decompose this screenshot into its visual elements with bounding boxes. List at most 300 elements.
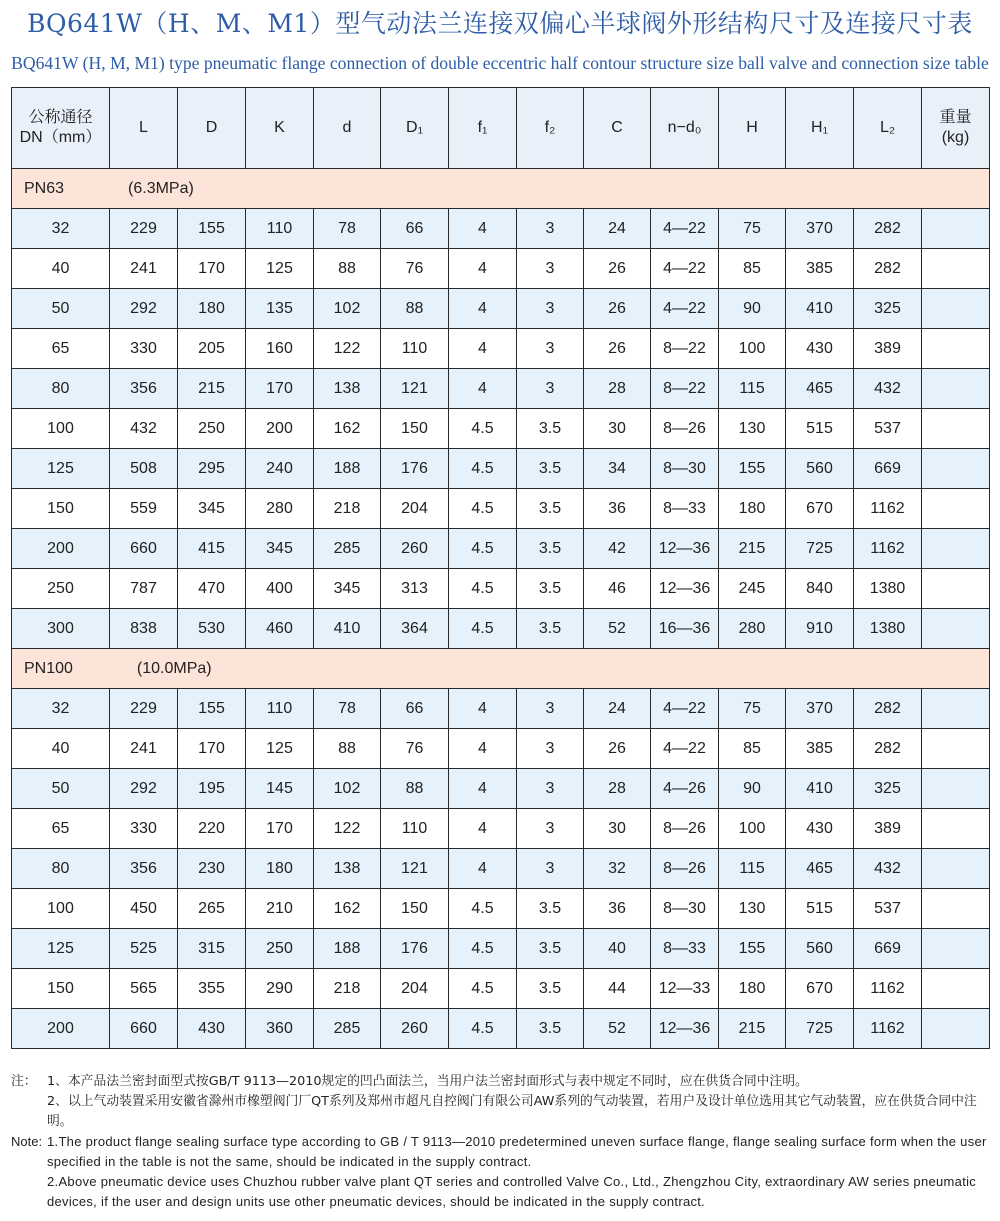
table-cell: 218: [314, 489, 381, 529]
table-cell: 3.5: [517, 529, 584, 569]
table-cell: 559: [110, 489, 178, 529]
header-col: D: [178, 88, 246, 169]
table-cell: 32: [584, 849, 651, 889]
table-cell: 1162: [854, 489, 922, 529]
header-col: K: [246, 88, 314, 169]
table-cell: 660: [110, 529, 178, 569]
weight-cell: [922, 569, 990, 609]
table-cell: 4: [449, 369, 517, 409]
weight-cell: [922, 609, 990, 649]
table-cell: 4: [449, 729, 517, 769]
table-cell: 26: [584, 289, 651, 329]
table-cell: 4: [449, 249, 517, 289]
table-row: [12, 289, 990, 329]
table-cell: 4: [449, 689, 517, 729]
table-cell: 410: [786, 769, 854, 809]
table-cell: 1380: [854, 609, 922, 649]
table-cell: 188: [314, 449, 381, 489]
table-cell: 176: [381, 929, 449, 969]
note-cn-1-text: 1、本产品法兰密封面型式按GB/T 9113—2010规定的凹凸面法兰，当用户法兰密封面形式与表中规定不同时，应在供货合同中注明。: [47, 1074, 808, 1089]
table-cell: 8—30: [651, 889, 719, 929]
dn-cell: 40: [12, 249, 110, 289]
table-row: [12, 969, 990, 1009]
header-col: n−d₀: [651, 88, 719, 169]
weight-cell: [922, 729, 990, 769]
pressure-section-cell: [12, 169, 990, 209]
table-cell: 138: [314, 849, 381, 889]
table-cell: 180: [719, 489, 786, 529]
weight-cell: [922, 329, 990, 369]
note-cn-2: [11, 1092, 993, 1132]
table-cell: 1162: [854, 1009, 922, 1049]
table-cell: 26: [584, 329, 651, 369]
table-cell: 30: [584, 809, 651, 849]
table-cell: 36: [584, 889, 651, 929]
header-col: C: [584, 88, 651, 169]
table-cell: 285: [314, 529, 381, 569]
dn-cell: 200: [12, 1009, 110, 1049]
table-cell: 4—22: [651, 249, 719, 289]
note-en-2: [11, 1172, 993, 1212]
table-cell: 195: [178, 769, 246, 809]
table-cell: 155: [719, 449, 786, 489]
table-cell: 176: [381, 449, 449, 489]
table-row: [12, 369, 990, 409]
table-cell: 515: [786, 889, 854, 929]
dn-cell: 50: [12, 289, 110, 329]
table-cell: 430: [786, 809, 854, 849]
table-cell: 8—26: [651, 409, 719, 449]
table-cell: 210: [246, 889, 314, 929]
table-cell: 280: [719, 609, 786, 649]
table-cell: 280: [246, 489, 314, 529]
table-row: [12, 849, 990, 889]
pressure-value-label: (6.3MPa): [128, 179, 194, 197]
table-cell: 315: [178, 929, 246, 969]
table-cell: 42: [584, 529, 651, 569]
table-cell: 4: [449, 329, 517, 369]
table-cell: 205: [178, 329, 246, 369]
table-cell: 102: [314, 769, 381, 809]
table-cell: 560: [786, 449, 854, 489]
table-cell: 180: [719, 969, 786, 1009]
table-cell: 12—36: [651, 1009, 719, 1049]
table-cell: 4: [449, 809, 517, 849]
header-weight-cn: 重量: [939, 109, 972, 126]
table-cell: 1162: [854, 529, 922, 569]
weight-cell: [922, 289, 990, 329]
table-cell: 470: [178, 569, 246, 609]
dn-cell: 32: [12, 689, 110, 729]
table-cell: 88: [314, 249, 381, 289]
dn-cell: 32: [12, 209, 110, 249]
table-cell: 840: [786, 569, 854, 609]
table-cell: 530: [178, 609, 246, 649]
table-cell: 26: [584, 249, 651, 289]
note-en-1-text: 1.The product flange sealing surface type according to GB / T 9113—2010 predetermined uneven surface flange, flange sealing surface form when the user specified in the table is not the same, should be indicated in the supply contract.: [47, 1134, 987, 1169]
pressure-class-label: PN100: [24, 659, 73, 677]
table-cell: 75: [719, 209, 786, 249]
table-cell: 370: [786, 689, 854, 729]
header-weight-unit: (kg): [941, 129, 970, 146]
table-cell: 122: [314, 809, 381, 849]
table-cell: 170: [178, 249, 246, 289]
table-cell: 3.5: [517, 569, 584, 609]
table-cell: 525: [110, 929, 178, 969]
table-cell: 432: [854, 849, 922, 889]
table-row: [12, 529, 990, 569]
table-cell: 432: [110, 409, 178, 449]
header-col: H₁: [786, 88, 854, 169]
table-cell: 3.5: [517, 889, 584, 929]
table-cell: 110: [381, 809, 449, 849]
dn-cell: 125: [12, 449, 110, 489]
table-cell: 110: [246, 689, 314, 729]
table-cell: 76: [381, 249, 449, 289]
weight-cell: [922, 849, 990, 889]
weight-cell: [922, 969, 990, 1009]
table-cell: 88: [314, 729, 381, 769]
table-cell: 180: [246, 849, 314, 889]
table-cell: 52: [584, 1009, 651, 1049]
page-title-english: BQ641W (H, M, M1) type pneumatic flange connection of double eccentric half contour structure size ball valve and connection size table: [11, 53, 989, 73]
header-weight: [922, 88, 990, 169]
table-cell: 130: [719, 409, 786, 449]
table-cell: 4.5: [449, 929, 517, 969]
dn-cell: 40: [12, 729, 110, 769]
table-cell: 8—26: [651, 809, 719, 849]
table-cell: 121: [381, 849, 449, 889]
table-cell: 415: [178, 529, 246, 569]
table-cell: 725: [786, 1009, 854, 1049]
table-row: [12, 329, 990, 369]
table-cell: 155: [719, 929, 786, 969]
table-cell: 345: [178, 489, 246, 529]
table-cell: 430: [178, 1009, 246, 1049]
table-cell: 52: [584, 609, 651, 649]
table-cell: 1380: [854, 569, 922, 609]
table-row: [12, 689, 990, 729]
table-cell: 170: [246, 369, 314, 409]
header-col: d: [314, 88, 381, 169]
table-cell: 4—22: [651, 729, 719, 769]
table-cell: 3.5: [517, 449, 584, 489]
dn-cell: 150: [12, 489, 110, 529]
table-cell: 330: [110, 329, 178, 369]
table-cell: 40: [584, 929, 651, 969]
table-cell: 170: [246, 809, 314, 849]
table-cell: 3: [517, 849, 584, 889]
table-cell: 24: [584, 209, 651, 249]
table-cell: 218: [314, 969, 381, 1009]
table-cell: 110: [381, 329, 449, 369]
table-cell: 282: [854, 689, 922, 729]
weight-cell: [922, 809, 990, 849]
note-cn-label: 注：: [11, 1074, 37, 1089]
table-row: [12, 1009, 990, 1049]
weight-cell: [922, 1009, 990, 1049]
table-cell: 115: [719, 369, 786, 409]
dn-cell: 100: [12, 409, 110, 449]
table-cell: 200: [246, 409, 314, 449]
table-cell: 465: [786, 849, 854, 889]
header-col: f₂: [517, 88, 584, 169]
table-cell: 46: [584, 569, 651, 609]
table-cell: 360: [246, 1009, 314, 1049]
header-dn-cn: 公称通径: [28, 109, 93, 126]
header-col: L: [110, 88, 178, 169]
table-cell: 3.5: [517, 489, 584, 529]
table-cell: 432: [854, 369, 922, 409]
table-cell: 75: [719, 689, 786, 729]
table-cell: 4.5: [449, 529, 517, 569]
table-cell: 345: [314, 569, 381, 609]
table-cell: 215: [719, 1009, 786, 1049]
table-cell: 355: [178, 969, 246, 1009]
table-cell: 3.5: [517, 929, 584, 969]
table-row: [12, 929, 990, 969]
table-cell: 220: [178, 809, 246, 849]
table-cell: 4.5: [449, 569, 517, 609]
table-cell: 215: [719, 529, 786, 569]
table-cell: 110: [246, 209, 314, 249]
table-cell: 8—22: [651, 369, 719, 409]
dn-cell: 300: [12, 609, 110, 649]
pressure-class-label: PN63: [24, 179, 65, 197]
table-cell: 16—36: [651, 609, 719, 649]
table-cell: 385: [786, 729, 854, 769]
weight-cell: [922, 409, 990, 449]
table-cell: 282: [854, 209, 922, 249]
table-row: [12, 209, 990, 249]
table-cell: 465: [786, 369, 854, 409]
pressure-section-row: [12, 649, 990, 689]
table-cell: 26: [584, 729, 651, 769]
table-cell: 8—33: [651, 929, 719, 969]
table-cell: 130: [719, 889, 786, 929]
table-cell: 4: [449, 209, 517, 249]
table-cell: 356: [110, 369, 178, 409]
table-cell: 150: [381, 409, 449, 449]
table-cell: 285: [314, 1009, 381, 1049]
table-cell: 44: [584, 969, 651, 1009]
table-cell: 180: [178, 289, 246, 329]
note-cn-2-text: 2、以上气动装置采用安徽省滁州市橡塑阀门厂QT系列及郑州市超凡自控阀门有限公司AW系列的气动装置，若用户及设计单位选用其它气动装置，应在供货合同中注明。: [47, 1094, 977, 1129]
note-en-label: Note:: [11, 1134, 43, 1149]
table-cell: 8—26: [651, 849, 719, 889]
pressure-section-cell: [12, 649, 990, 689]
table-cell: 12—33: [651, 969, 719, 1009]
table-cell: 292: [110, 769, 178, 809]
table-cell: 85: [719, 729, 786, 769]
table-cell: 3.5: [517, 969, 584, 1009]
table-cell: 90: [719, 769, 786, 809]
table-cell: 12—36: [651, 529, 719, 569]
table-cell: 325: [854, 769, 922, 809]
table-cell: 28: [584, 769, 651, 809]
weight-cell: [922, 929, 990, 969]
header-dn-unit: DN（mm）: [19, 129, 102, 146]
table-cell: 4.5: [449, 449, 517, 489]
table-row: [12, 609, 990, 649]
table-row: [12, 729, 990, 769]
table-cell: 204: [381, 969, 449, 1009]
table-cell: 410: [314, 609, 381, 649]
page-title-chinese: BQ641W（H、M、M1）型气动法兰连接双偏心半球阀外形结构尺寸及连接尺寸表: [27, 9, 973, 38]
table-cell: 290: [246, 969, 314, 1009]
table-cell: 389: [854, 329, 922, 369]
table-cell: 135: [246, 289, 314, 329]
dn-cell: 150: [12, 969, 110, 1009]
table-row: [12, 449, 990, 489]
table-cell: 385: [786, 249, 854, 289]
dn-cell: 100: [12, 889, 110, 929]
table-cell: 36: [584, 489, 651, 529]
table-cell: 3.5: [517, 409, 584, 449]
table-cell: 565: [110, 969, 178, 1009]
table-cell: 115: [719, 849, 786, 889]
table-cell: 4.5: [449, 489, 517, 529]
dn-cell: 80: [12, 369, 110, 409]
table-cell: 4—22: [651, 209, 719, 249]
weight-cell: [922, 769, 990, 809]
table-cell: 4.5: [449, 969, 517, 1009]
table-cell: 356: [110, 849, 178, 889]
table-cell: 4.5: [449, 609, 517, 649]
table-row: [12, 889, 990, 929]
table-cell: 122: [314, 329, 381, 369]
weight-cell: [922, 889, 990, 929]
table-cell: 260: [381, 529, 449, 569]
table-cell: 170: [178, 729, 246, 769]
table-row: [12, 769, 990, 809]
table-cell: 66: [381, 689, 449, 729]
header-dn: [12, 88, 110, 169]
table-row: [12, 409, 990, 449]
dn-cell: 50: [12, 769, 110, 809]
dimension-table: [11, 87, 990, 1049]
table-cell: 250: [178, 409, 246, 449]
header-col: D₁: [381, 88, 449, 169]
note-en-1: [11, 1132, 993, 1172]
table-cell: 145: [246, 769, 314, 809]
dn-cell: 65: [12, 329, 110, 369]
table-cell: 78: [314, 209, 381, 249]
dn-cell: 80: [12, 849, 110, 889]
dn-cell: 200: [12, 529, 110, 569]
table-cell: 3: [517, 329, 584, 369]
table-cell: 90: [719, 289, 786, 329]
table-cell: 345: [246, 529, 314, 569]
table-cell: 389: [854, 809, 922, 849]
table-cell: 410: [786, 289, 854, 329]
weight-cell: [922, 489, 990, 529]
table-cell: 787: [110, 569, 178, 609]
note-en-2-text: 2.Above pneumatic device uses Chuzhou rubber valve plant QT series and controlled Valve Co., Ltd., Zhengzhou City, extraordinary AW series pneumatic devices, if the user and design units use other pneumatic devices, should be indicated in the supply contract.: [47, 1174, 977, 1209]
table-cell: 295: [178, 449, 246, 489]
table-cell: 4.5: [449, 889, 517, 929]
table-cell: 4: [449, 289, 517, 329]
table-cell: 78: [314, 689, 381, 729]
table-cell: 3: [517, 729, 584, 769]
table-cell: 370: [786, 209, 854, 249]
table-cell: 313: [381, 569, 449, 609]
table-cell: 76: [381, 729, 449, 769]
weight-cell: [922, 249, 990, 289]
table-cell: 34: [584, 449, 651, 489]
table-cell: 150: [381, 889, 449, 929]
table-cell: 155: [178, 209, 246, 249]
table-cell: 260: [381, 1009, 449, 1049]
table-cell: 3: [517, 809, 584, 849]
table-cell: 30: [584, 409, 651, 449]
table-cell: 241: [110, 729, 178, 769]
weight-cell: [922, 689, 990, 729]
header-col: L₂: [854, 88, 922, 169]
weight-cell: [922, 369, 990, 409]
table-cell: 88: [381, 289, 449, 329]
table-cell: 4.5: [449, 409, 517, 449]
table-cell: 125: [246, 729, 314, 769]
table-cell: 3: [517, 209, 584, 249]
table-cell: 28: [584, 369, 651, 409]
table-cell: 8—22: [651, 329, 719, 369]
table-cell: 400: [246, 569, 314, 609]
table-cell: 450: [110, 889, 178, 929]
table-cell: 1162: [854, 969, 922, 1009]
table-cell: 66: [381, 209, 449, 249]
table-row: [12, 809, 990, 849]
table-cell: 560: [786, 929, 854, 969]
table-cell: 8—33: [651, 489, 719, 529]
table-cell: 364: [381, 609, 449, 649]
header-col: H: [719, 88, 786, 169]
note-cn-1: [11, 1072, 993, 1092]
weight-cell: [922, 209, 990, 249]
table-cell: 4: [449, 849, 517, 889]
dn-cell: 65: [12, 809, 110, 849]
table-cell: 162: [314, 889, 381, 929]
table-cell: 125: [246, 249, 314, 289]
table-row: [12, 249, 990, 289]
notes-section: [11, 1072, 993, 1212]
table-cell: 838: [110, 609, 178, 649]
table-cell: 8—30: [651, 449, 719, 489]
table-cell: 660: [110, 1009, 178, 1049]
table-cell: 102: [314, 289, 381, 329]
table-cell: 230: [178, 849, 246, 889]
dn-cell: 250: [12, 569, 110, 609]
weight-cell: [922, 529, 990, 569]
pressure-value-label: (10.0MPa): [136, 659, 212, 677]
table-cell: 88: [381, 769, 449, 809]
header-col: f₁: [449, 88, 517, 169]
table-cell: 250: [246, 929, 314, 969]
table-cell: 282: [854, 729, 922, 769]
weight-cell: [922, 449, 990, 489]
table-cell: 204: [381, 489, 449, 529]
table-cell: 4: [449, 769, 517, 809]
table-cell: 4—22: [651, 289, 719, 329]
table-cell: 3: [517, 769, 584, 809]
table-cell: 241: [110, 249, 178, 289]
table-cell: 100: [719, 329, 786, 369]
table-cell: 3: [517, 689, 584, 729]
table-cell: 4—26: [651, 769, 719, 809]
pressure-section-row: [12, 169, 990, 209]
table-cell: 3.5: [517, 1009, 584, 1049]
table-cell: 24: [584, 689, 651, 729]
